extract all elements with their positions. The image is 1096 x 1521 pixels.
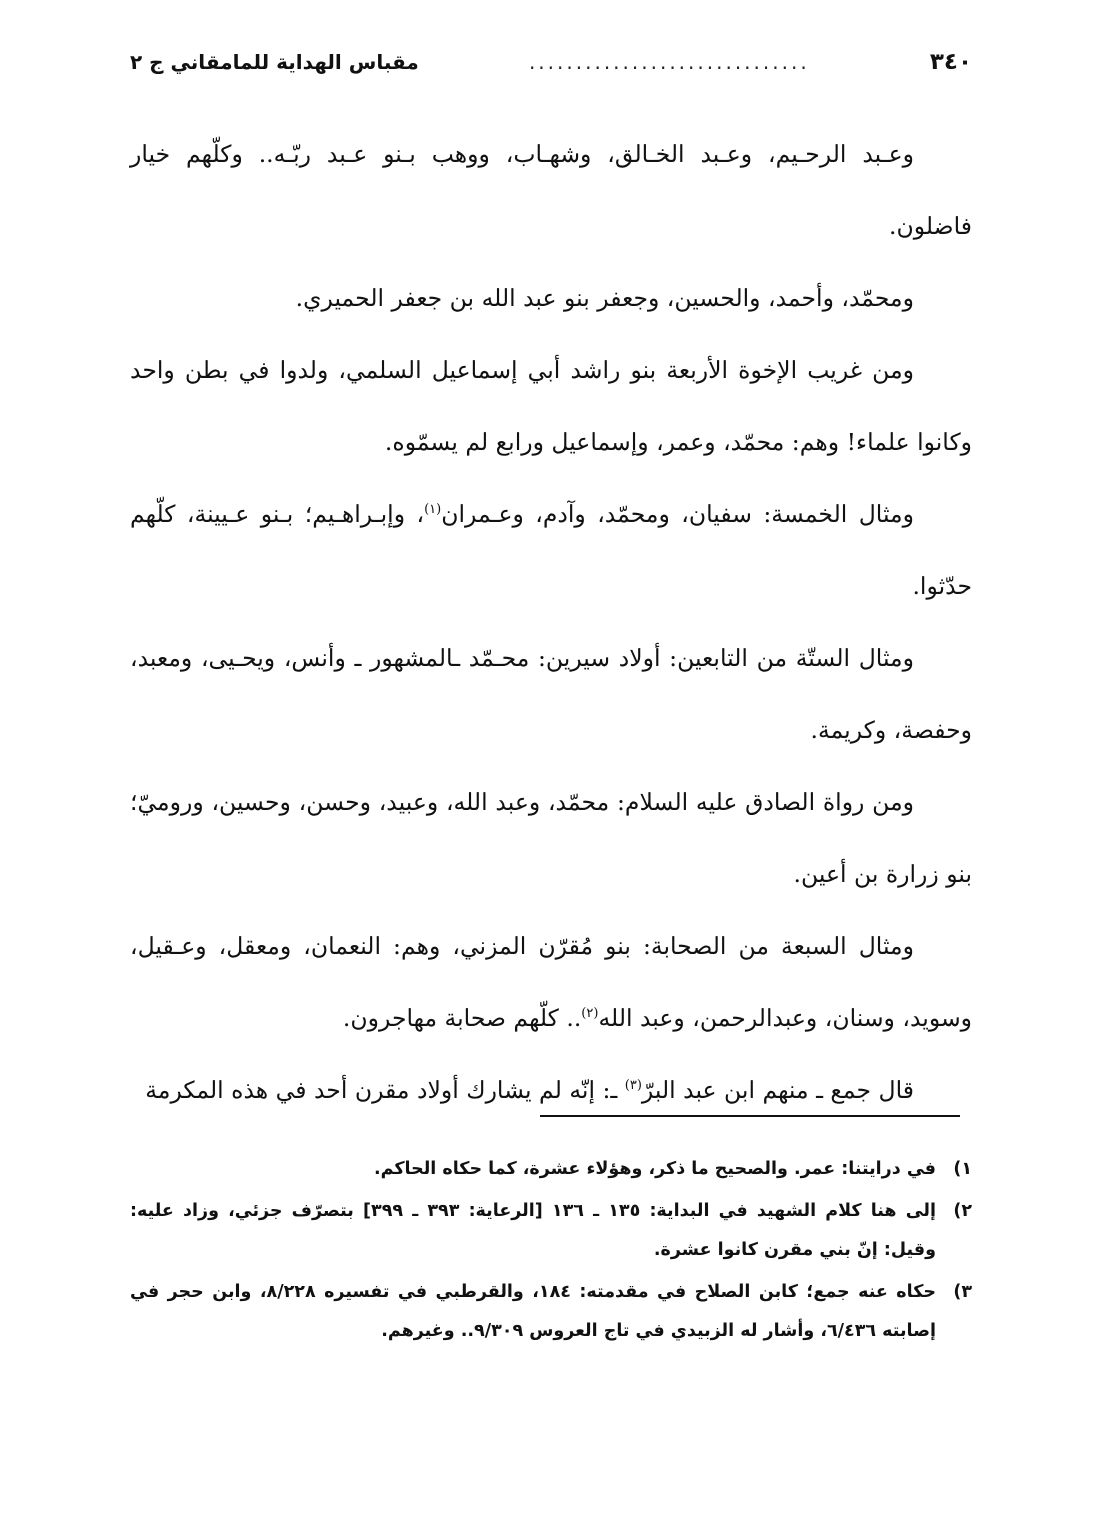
paragraph-text: قال جمع ـ منهم ابن عبد البرّ (641, 1076, 914, 1104)
paragraph-text: ومثال الخمسة: سفيان، ومحمّد، وآدم، وعـمران (441, 500, 914, 528)
footnote-number: ٢) (953, 1201, 972, 1221)
footnote-ref[interactable]: (٣) (624, 1078, 642, 1094)
paragraph (130, 478, 972, 622)
footnote-text: حكاه عنه جمع؛ كابن الصلاح في مقدمته: ١٨٤، والقرطبي في تفسيره ٨/٢٢٨، وابن حجر في إصابته ٦/٤٣٦، وأشار له الزبيدي في تاج العروس ٩/٣٠٩.. وغيرهم. (130, 1282, 936, 1341)
page-header (130, 44, 972, 80)
paragraph: وعـبد الرحـيم، وعـبد الخـالق، وشهـاب، ووهب بـنو عـبد ربّـه.. وكلّهم خيار فاضلون. (130, 140, 972, 240)
footnote-separator (540, 1115, 960, 1117)
footnote-text: في درايتنا: عمر. والصحيح ما ذكر، وهؤلاء عشرة، كما حكاه الحاكم. (373, 1159, 936, 1179)
footnote (130, 1192, 972, 1270)
paragraph-text: ، وإبـراهـيم؛ بـنو عـيينة، كلّهم حدّثوا. (130, 500, 972, 600)
footnote-number: ٣) (953, 1282, 972, 1302)
paragraph: ومحمّد، وأحمد، والحسين، وجعفر بنو عبد الله بن جعفر الحميري. (295, 284, 914, 312)
paragraph: ومن غريب الإخوة الأربعة بنو راشد أبي إسماعيل السلمي، ولدوا في بطن واحد وكانوا علماء! وهم: محمّد، وعمر، وإسماعيل ورابع لم يسمّوه. (130, 356, 972, 456)
paragraph-text: ومثال السبعة من الصحابة: بنو مُقرّن المزني، وهم: النعمان، ومعقل، وعـقيل، وسويد، وسنان، وعبدالرحمن، وعبد الله (130, 932, 972, 1032)
footnotes (130, 1150, 972, 1354)
footnote-ref[interactable]: (١) (424, 502, 442, 518)
footnote-ref[interactable]: (٢) (581, 1006, 599, 1022)
footnote-text: إلى هنا كلام الشهيد في البداية: ١٣٥ ـ ١٣٦ [الرعاية: ٣٩٣ ـ ٣٩٩] بتصرّف جزئي، وزاد عليه: وقيل: إنّ بني مقرن كانوا عشرة. (130, 1201, 936, 1260)
footnote (130, 1273, 972, 1351)
header-leader-dots: .............................. (528, 50, 810, 74)
paragraph: ومن رواة الصادق عليه السلام: محمّد، وعبد الله، وعبيد، وحسن، وحسين، وروميّ؛ بنو زرارة بن أعين. (130, 788, 972, 888)
footnote (130, 1150, 972, 1189)
page-number: ٣٤٠ (929, 49, 972, 75)
footnote-number: ١) (953, 1159, 972, 1179)
paragraph: ومثال الستّة من التابعين: أولاد سيرين: محـمّد ـالمشهور ـ وأنس، ويحـيى، ومعبد، وحفصة، وكريمة. (130, 644, 972, 744)
running-title: مقباس الهداية للمامقاني ج ٢ (130, 50, 419, 74)
paragraph (130, 910, 972, 1054)
paragraph-text: ـ: إنّه لم يشارك أولاد مقرن أحد في هذه المكرمة (145, 1076, 625, 1104)
paragraph-text: .. كلّهم صحابة مهاجرون. (342, 1004, 582, 1032)
main-text (130, 118, 972, 1126)
